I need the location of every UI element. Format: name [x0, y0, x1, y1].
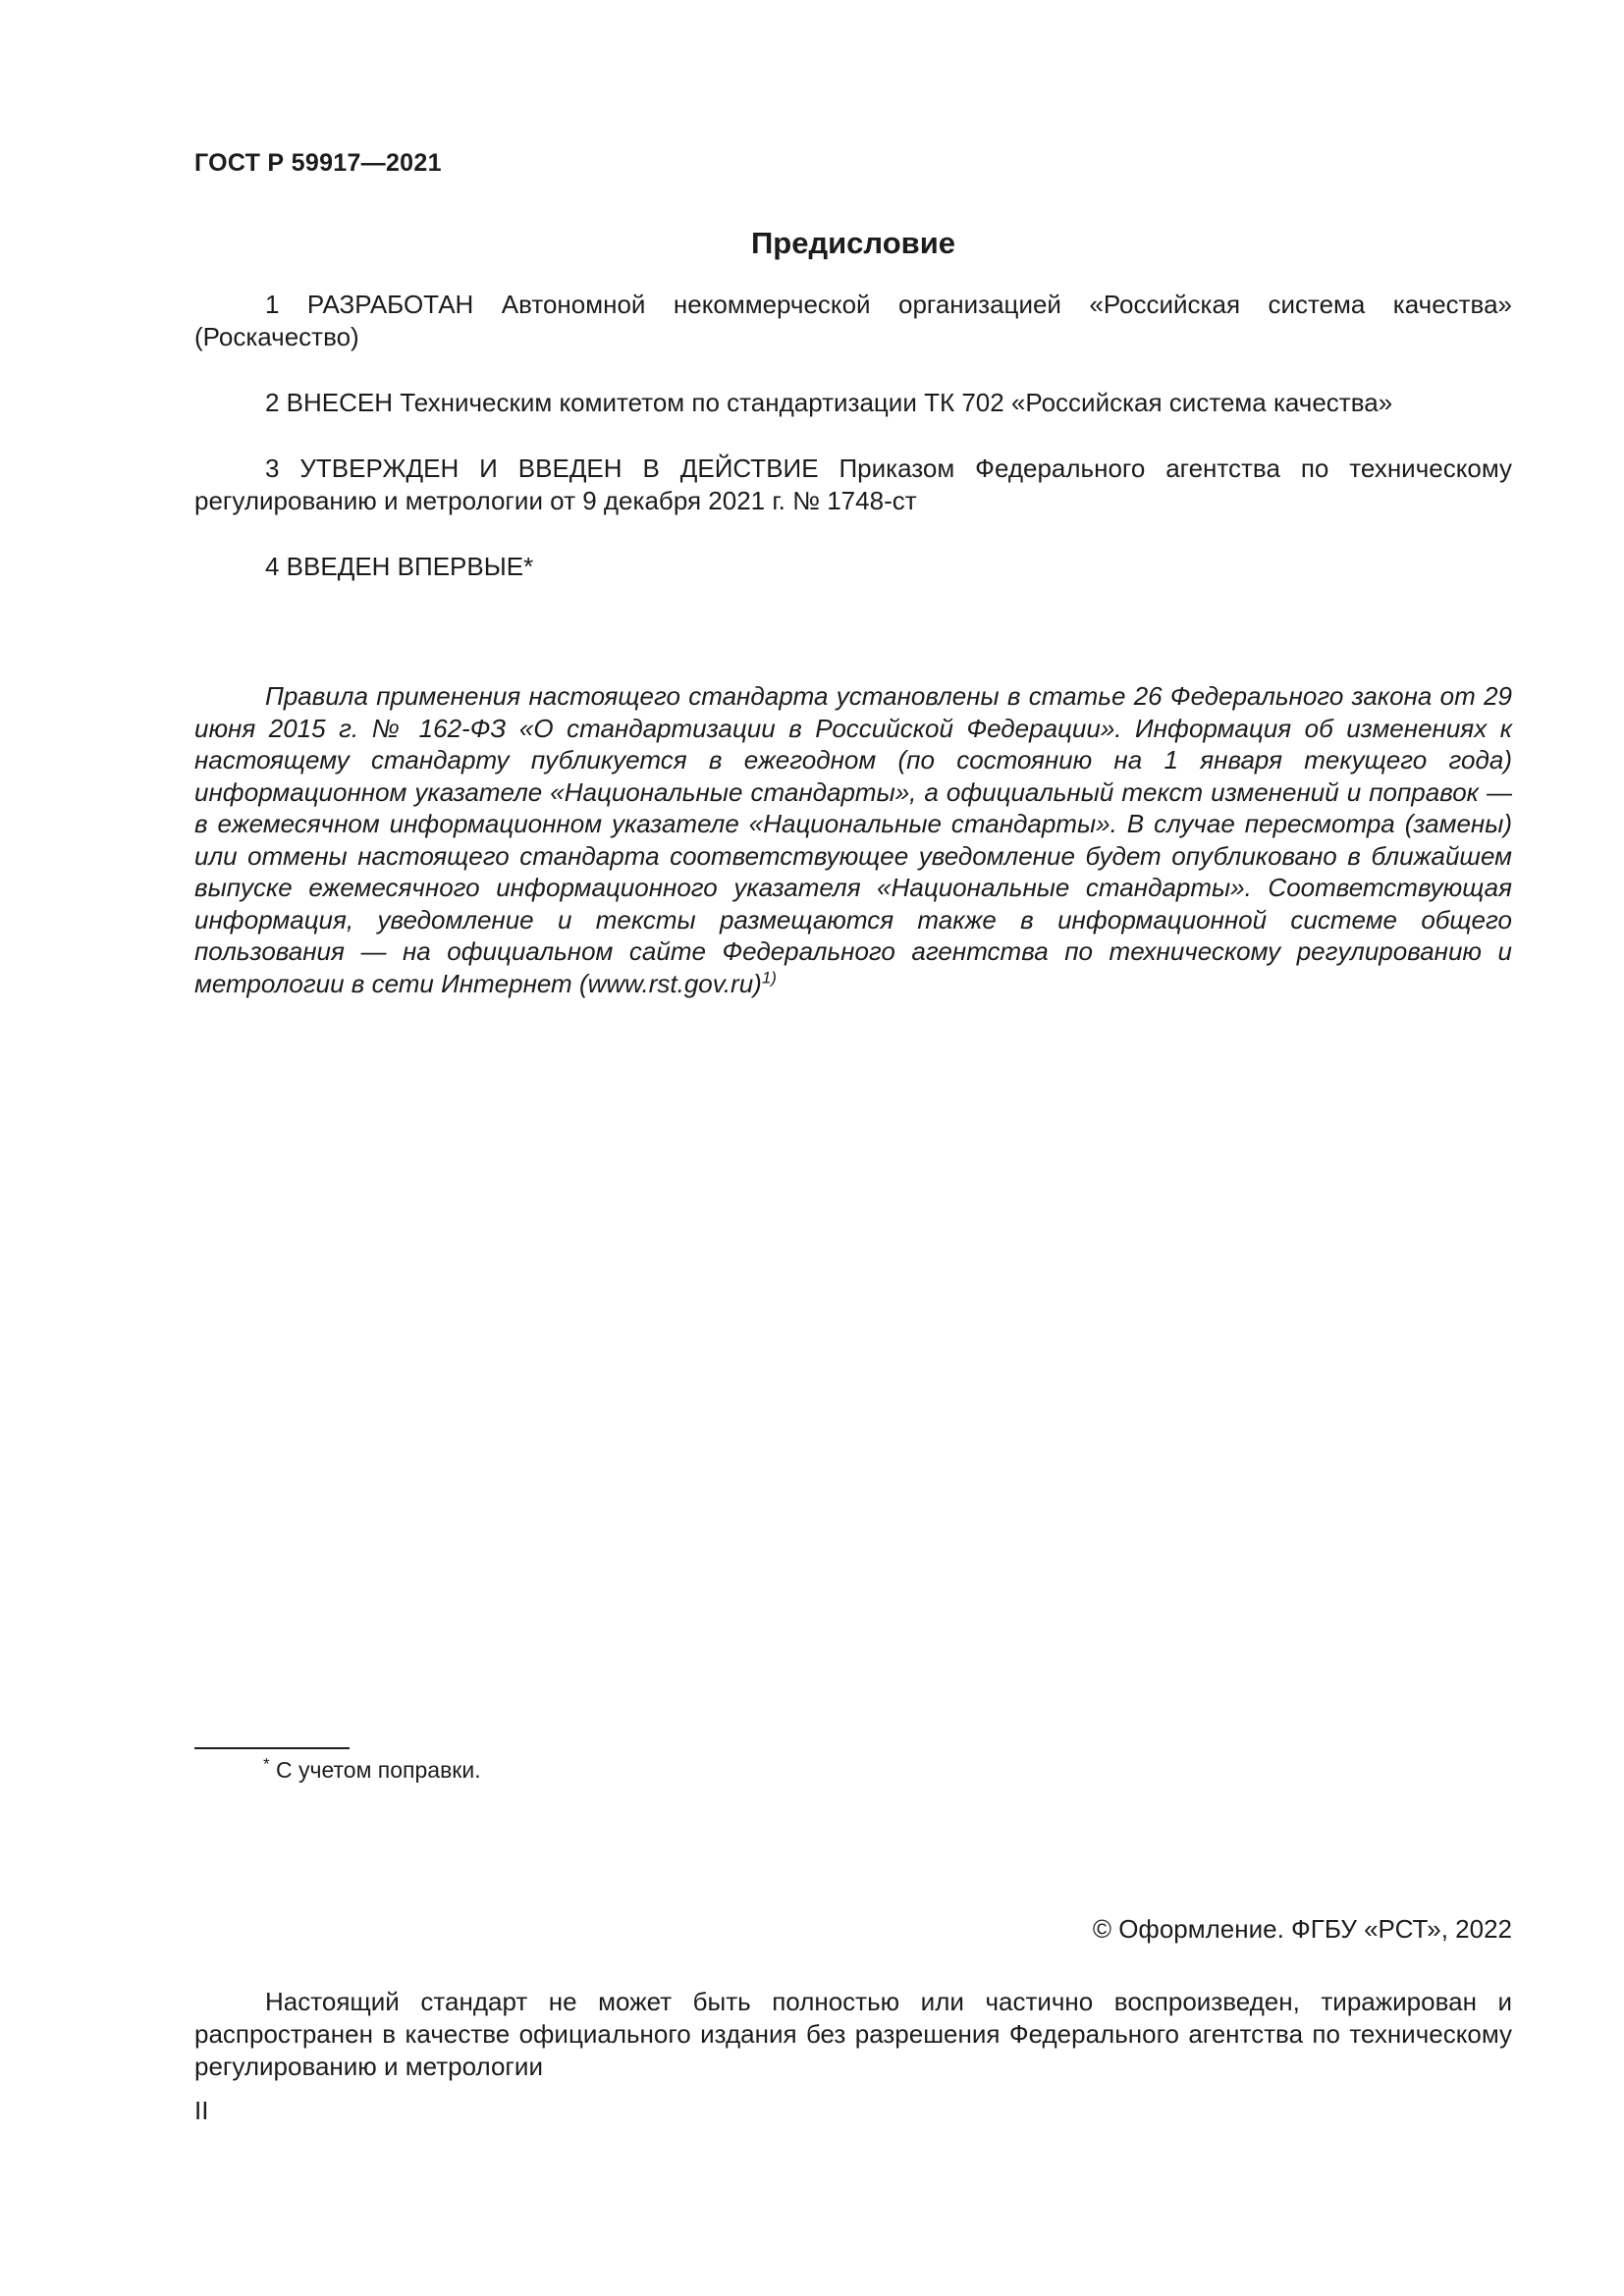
preface-item-1-lead: 1 РАЗРАБОТАН: [265, 290, 474, 319]
preface-item-4-lead: 4 ВВЕДЕН ВПЕРВЫЕ: [265, 552, 524, 581]
preface-item-3-text: Приказом Федерального агентства по техническому регулированию и метрологии от 9 декабря 2021 г. № 1748-ст: [194, 454, 1512, 515]
application-rules-note: [194, 680, 1512, 999]
preface-item-2-text: Техническим комитетом по стандартизации ТК 702 «Российская система качества»: [393, 388, 1393, 417]
preface-item-1-text: Автономной некоммерческой организацией «Российская система качества» (Роскачество): [194, 290, 1512, 351]
preface-item-2-lead: 2 ВНЕСЕН: [265, 388, 394, 417]
page-title: Предисловие: [750, 226, 955, 260]
footnote-marker: *: [263, 1754, 270, 1774]
footnote-reference: 1): [761, 967, 777, 987]
standard-code: ГОСТ Р 59917—2021: [194, 149, 442, 177]
reproduction-rights-notice: Настоящий стандарт не может быть полностью или частично воспроизведен, тиражирован и распространен в качестве официального издания без разрешения Федерального агентства по техническому регулированию и метрологии: [194, 1987, 1512, 2081]
footnote-divider: [194, 1747, 350, 1749]
preface-item-3: [194, 453, 1512, 517]
preface-item-2: [194, 387, 1512, 419]
preface-item-3-lead: 3 УТВЕРЖДЕН И ВВЕДЕН В ДЕЙСТВИЕ: [265, 454, 819, 483]
application-rules-text: Правила применения настоящего стандарта установлены в статье 26 Федерального закона от 29 июня 2015 г. № 162-ФЗ «О стандартизации в Российской Федерации». Информация об изменениях к настоящему стандарту публикуется в ежегодном (по состоянию на 1 января текущего года) информационном указателе «Национальные стандарты», а официальный текст изменений и поправок — в ежемесячном информационном указателе «Национальные стандарты». В случае пересмотра (замены) или отмены настоящего стандарта соответствующее уведомление будет опубликовано в ближайшем выпуске ежемесячного информационного указателя «Национальные стандарты». Соответствующая информация, уведомление и тексты размещаются также в информационной системе общего пользования — на официальном сайте Федерального агентства по техническому регулированию и метрологии в сети Интернет (www.rst.gov.ru): [194, 681, 1512, 998]
preface-item-4: [194, 551, 1512, 583]
footnote: [263, 1755, 481, 1785]
preface-item-1: [194, 289, 1512, 353]
copyright-line: © Оформление. ФГБУ «РСТ», 2022: [1092, 1914, 1512, 1944]
footnote-text: С учетом поправки.: [269, 1757, 481, 1783]
preface-item-4-footnote-mark: *: [523, 552, 534, 581]
page-number: II: [194, 2096, 209, 2125]
